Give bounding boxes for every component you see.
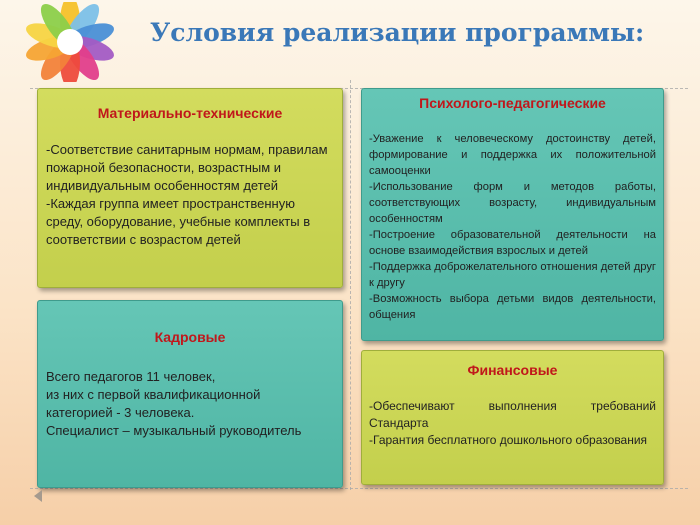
material-card-body xyxy=(46,141,334,249)
finance-card-body xyxy=(369,398,656,449)
staff-card-body xyxy=(46,368,334,440)
bottom-divider xyxy=(30,488,688,489)
material-line: -Каждая группа имеет пространственную среду, оборудование, учебные комплекты в соответствии с возрастом детей xyxy=(46,196,311,247)
staff-line: Специалист – музыкальный руководитель xyxy=(46,423,302,438)
arrow-left-icon[interactable] xyxy=(34,490,42,502)
finance-card xyxy=(361,350,664,485)
psych-card-body xyxy=(369,131,656,323)
material-line: -Соответствие санитарным нормам, правилам пожарной безопасности, возрастным и индивидуальным особенностям детей xyxy=(46,142,328,193)
page-title: Условия реализации программы: xyxy=(150,18,645,47)
finance-card-title: Финансовые xyxy=(467,362,558,378)
material-card-title: Материально-технические xyxy=(97,105,283,121)
finance-line: -Обеспечивают выполнения требований Стандарта xyxy=(369,399,656,430)
staff-card xyxy=(37,300,343,488)
center-divider xyxy=(350,80,351,490)
psych-line: -Поддержка доброжелательного отношения детей друг к другу xyxy=(369,261,656,289)
flower-icon xyxy=(18,2,122,82)
staff-line: категорией - 3 человека. xyxy=(46,405,195,420)
psych-card xyxy=(361,88,664,341)
psych-card-title: Психолого-педагогические xyxy=(419,95,606,111)
psych-line: -Построение образовательной деятельности на основе взаимодействия взрослых и детей xyxy=(369,229,656,257)
finance-line: -Гарантия бесплатного дошкольного образования xyxy=(369,433,648,447)
staff-line: из них с первой квалификационной xyxy=(46,387,261,402)
material-card xyxy=(37,88,343,288)
psych-line: -Использование форм и методов работы, соответствующих возрасту, индивидуальным особенностям xyxy=(369,181,656,225)
staff-card-title: Кадровые xyxy=(154,329,226,345)
psych-line: -Уважение к человеческому достоинству детей, формирование и поддержка их положительной самооценки xyxy=(369,133,656,177)
psych-line: -Возможность выбора детьми видов деятельности, общения xyxy=(369,293,656,321)
staff-line: Всего педагогов 11 человек, xyxy=(46,369,216,384)
